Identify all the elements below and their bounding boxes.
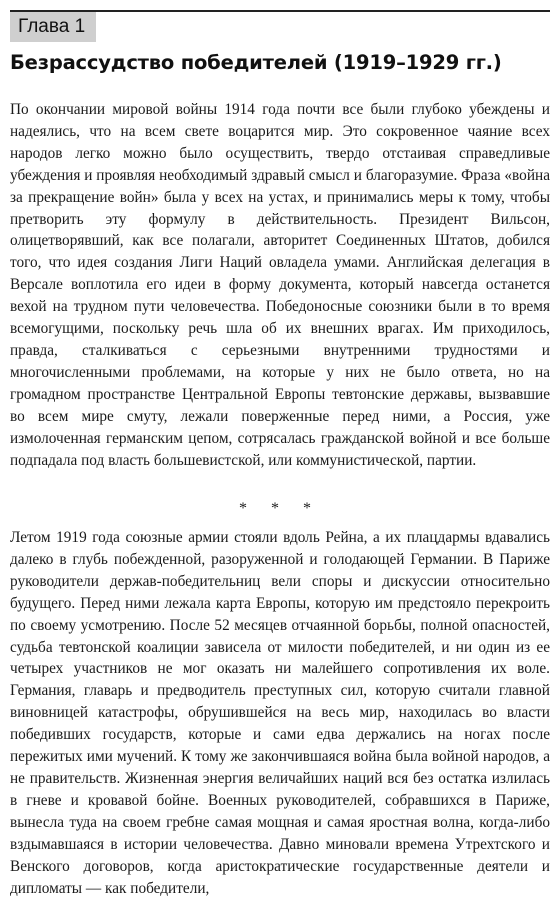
paragraph-2: Летом 1919 года союзные армии стояли вдоль Рейна, а их плацдармы вдавались далеко в глубь побежденной, разоруженной и голодающей Германии. В Париже руководители держав-победительниц вели споры и дискуссии относительно будущего. Перед ними лежала карта Европы, которую им предстояло перекроить по своему усмотрению. После 52 месяцев отчаянной борьбы, полной опасностей, судьба тевтонской коалиции зависела от милости победителей, и ни один из ее четырех участников не мог оказать ни малейшего сопротивления их воле. Германия, главарь и предводитель преступных сил, которую считали главной виновницей катастрофы, обрушившейся на весь мир, находилась во власти победивших государств, которые и сами едва держались на ногах после пережитых ими мучений. К тому же закончившаяся война была войной народов, а не правительств. Жизненная энергия величайших наций вся без остатка излилась в гневе и кровавой бойне. Военных руководителей, собравшихся в Париже, вынесла туда на своем гребне самая мощная и самая яростная волна, когда-либо вздымавшаяся в истории человечества. Давно миновали времена Утрехтского и Венского договоров, когда аристократические государственные деятели и дипломаты — как победители, — [10, 529, 550, 897]
section-separator: * * * — [239, 500, 321, 517]
paragraph-1: По окончании мировой войны 1914 года почти все были глубоко убеждены и надеялись, что на всем свете воцарится мир. Это сокровенное чаяние всех народов легко можно было осуществить, твердо отстаивая справедливые убеждения и проявляя необходимый здравый смысл и благоразумие. Фраза «война за прекращение войн» была у всех на устах, и принимались меры к тому, чтобы претворить эту формулу в действительность. Президент Вильсон, олицетворявший, как все полагали, авторитет Соединенных Штатов, добился того, что идея создания Лиги Наций овладела умами. Английская делегация в Версале воплотила его идеи в форму документа, который навсегда останется вехой на трудном пути человечества. Победоносные союзники были в то время всемогущими, поскольку речь шла об их внешних врагах. Им приходилось, правда, сталкиваться с серьезными внутренними трудностями и многочисленными проблемами, на которые у них не было ответа, но на громадном пространстве Центральной Европы тевтонские державы, вызвавшие во всем мире смуту, лежали поверженные перед ними, а Россия, уже измолоченная германским цепом, сотрясалась гражданской войной и все больше подпадала под власть большевистской, или коммунистической, партии. — [10, 101, 550, 469]
chapter-label: Глава 1 — [10, 12, 96, 42]
chapter-title: Безрассудство победителей (1919–1929 гг.) — [10, 51, 502, 74]
